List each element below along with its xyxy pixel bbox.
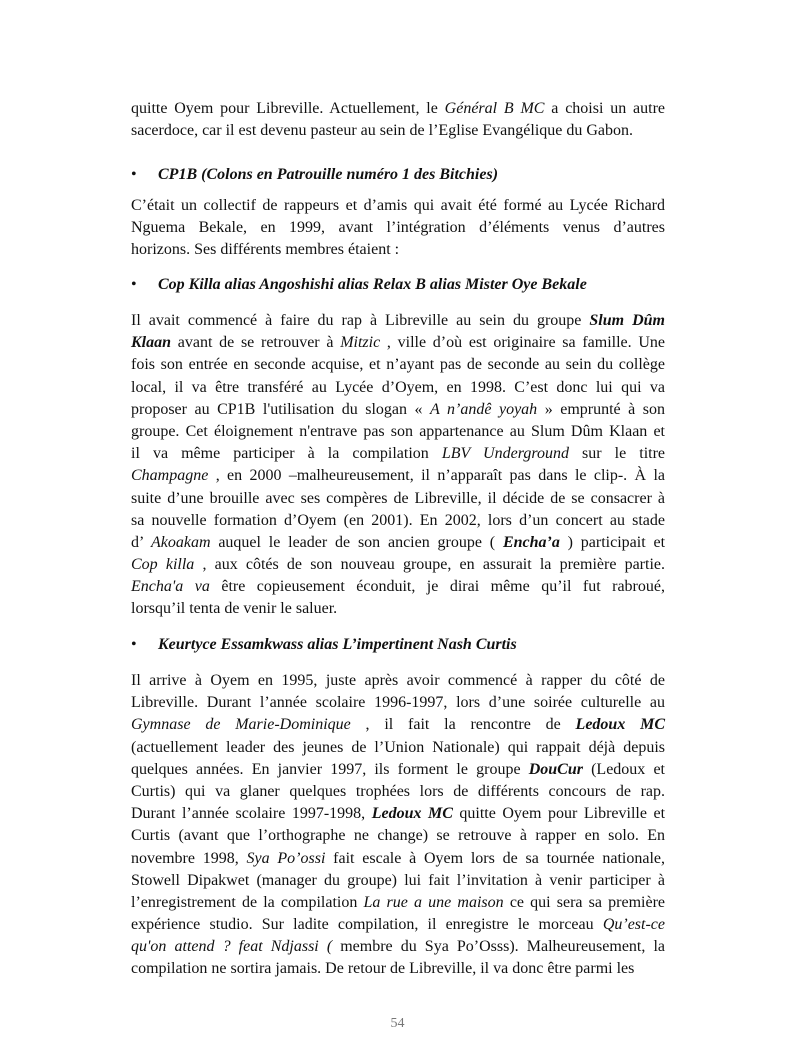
text-line bbox=[131, 554, 665, 576]
text-line bbox=[131, 892, 665, 914]
text-run: novembre 1998, bbox=[131, 849, 247, 867]
text-run: horizons. Ses différents membres étaient : bbox=[131, 241, 400, 259]
emphasized-text: Général B MC bbox=[444, 100, 545, 117]
bullet-icon: • bbox=[131, 636, 137, 653]
bullet-icon: • bbox=[131, 166, 137, 183]
text-line bbox=[131, 98, 665, 120]
emphasized-text: Gymnase de Marie-Dominique bbox=[131, 716, 351, 734]
text-line bbox=[131, 848, 665, 870]
text-run: Nguema Bekale, en 1999, avant l’intégration d’éléments venus d’autres bbox=[131, 219, 665, 237]
emphasized-text: Champagne bbox=[131, 467, 209, 485]
text-run: compilation ne sortira jamais. De retour de Libreville, il va donc être parmi les bbox=[131, 960, 635, 978]
emphasized-text: Encha’a bbox=[502, 533, 560, 551]
emphasized-text: DouCur bbox=[528, 760, 583, 778]
text-run: être copieusement éconduit, je dirai même qu’il fut rabroué, bbox=[209, 578, 665, 596]
text-run: l’enregistrement de la compilation bbox=[131, 893, 364, 911]
text-line bbox=[131, 714, 665, 736]
text-line bbox=[131, 488, 665, 510]
text-run: membre du Sya Po’Osss). Malheureusement, la bbox=[332, 938, 665, 956]
text-run: quitte Oyem pour Libreville et bbox=[452, 805, 666, 823]
text-run: , ville d’où est originaire sa famille. Une bbox=[380, 334, 666, 352]
text-line bbox=[131, 759, 665, 781]
text-run: Curtis (avant que l’orthographe ne change) se retrouve à rapper en solo. En bbox=[131, 827, 665, 845]
paragraph-intro bbox=[131, 98, 665, 142]
text-run: groupe. Cet éloignement n'entrave pas son appartenance au Slum Dûm Klaan et bbox=[131, 422, 665, 440]
emphasized-text: Qu’est-ce bbox=[602, 916, 665, 934]
text-line bbox=[131, 421, 665, 443]
bullet-heading-text: Keurtyce Essamkwass alias L’impertinent Nash Curtis bbox=[158, 636, 517, 653]
text-line bbox=[131, 332, 665, 354]
text-line bbox=[131, 377, 665, 399]
emphasized-text: A n’andê yoyah bbox=[430, 400, 538, 418]
text-run: fois son entrée en seconde acquise, et n’ayant pas de seconde au sein du collège bbox=[131, 356, 665, 374]
emphasized-text: Encha'a va bbox=[131, 578, 210, 596]
text-run: quitte Oyem pour Libreville. Actuellement, le bbox=[131, 100, 445, 117]
text-run: quelques années. En janvier 1997, ils forment le groupe bbox=[131, 760, 529, 778]
text-line bbox=[131, 532, 665, 554]
text-line bbox=[131, 825, 665, 847]
text-line bbox=[131, 465, 665, 487]
text-line bbox=[131, 443, 665, 465]
paragraph-keurtyce bbox=[131, 670, 665, 981]
emphasized-text: Cop killa bbox=[131, 556, 195, 574]
text-run: C’était un collectif de rappeurs et d’amis qui avait été formé au Lycée Richard bbox=[131, 197, 665, 214]
text-run: Durant l’année scolaire 1997-1998, bbox=[131, 805, 372, 823]
text-run: a choisi un autre bbox=[544, 100, 666, 117]
text-line bbox=[131, 803, 665, 825]
text-line bbox=[131, 692, 665, 714]
paragraph-cop-killa bbox=[131, 310, 665, 621]
text-line bbox=[131, 936, 665, 958]
paragraph-cp1b bbox=[131, 195, 665, 262]
text-line bbox=[131, 737, 665, 759]
text-run: local, il va être transféré au Lycée d’Oyem, en 1998. C’est donc lui qui va bbox=[131, 378, 665, 396]
page-number: 54 bbox=[390, 1016, 405, 1031]
emphasized-text: Slum Dûm bbox=[589, 312, 665, 329]
text-line bbox=[131, 217, 665, 239]
text-line bbox=[131, 870, 665, 892]
text-run: lorsqu’il tenta de venir le saluer. bbox=[131, 600, 338, 618]
text-run: proposer au CP1B l'utilisation du slogan « bbox=[131, 400, 431, 418]
text-line bbox=[131, 310, 665, 332]
text-run: auquel le leader de son ancien groupe ( bbox=[210, 533, 503, 551]
emphasized-text: Ledoux MC bbox=[371, 805, 453, 823]
text-run: (actuellement leader des jeunes de l’Union Nationale) qui rappait déjà depuis bbox=[131, 738, 665, 756]
text-run: avant de se retrouver à bbox=[171, 334, 341, 352]
emphasized-text: La rue a une maison bbox=[363, 893, 504, 911]
emphasized-text: Sya Po’ossi bbox=[246, 849, 326, 867]
text-line bbox=[131, 239, 665, 261]
text-line bbox=[131, 354, 665, 376]
bullet-icon: • bbox=[131, 276, 137, 293]
text-run: il va même participer à la compilation bbox=[131, 445, 442, 463]
text-line bbox=[131, 576, 665, 598]
text-run: expérience studio. Sur ladite compilation, il enregistre le morceau bbox=[131, 916, 603, 934]
emphasized-text: Ledoux MC bbox=[575, 716, 666, 734]
text-line bbox=[131, 781, 665, 803]
emphasized-text: Klaan bbox=[131, 334, 172, 352]
text-run: (Ledoux et bbox=[582, 760, 666, 778]
text-run: suite d’une brouille avec ses compères de Libreville, il décide de se consacrer à bbox=[131, 489, 665, 507]
text-run: fait escale à Oyem lors de sa tournée nationale, bbox=[325, 849, 665, 867]
text-run: Stowell Dipakwet (manager du groupe) lui fait l’invitation à venir participer à bbox=[131, 871, 665, 889]
text-run: sacerdoce, car il est devenu pasteur au sein de l’Eglise Evangélique du Gabon. bbox=[131, 122, 634, 140]
text-line bbox=[131, 399, 665, 421]
text-run: Il arrive à Oyem en 1995, juste après avoir commencé à rapper du côté de bbox=[131, 672, 665, 689]
text-run: , aux côtés de son nouveau groupe, en assurait la première partie. bbox=[194, 556, 666, 574]
emphasized-text: Akoakam bbox=[150, 533, 211, 551]
text-run: d’ bbox=[131, 533, 151, 551]
bullet-heading-text: CP1B (Colons en Patrouille numéro 1 des Bitchies) bbox=[158, 166, 499, 183]
text-line bbox=[131, 670, 665, 692]
text-run: » emprunté à son bbox=[537, 400, 665, 418]
text-run: sur le titre bbox=[568, 445, 666, 463]
text-run: sa nouvelle formation d’Oyem (en 2001). En 2002, lors d’un concert au stade bbox=[131, 511, 665, 529]
text-run: , en 2000 –malheureusement, il n’apparaît pas dans le clip-. À la bbox=[208, 467, 665, 485]
text-line bbox=[131, 195, 665, 217]
text-run: Libreville. Durant l’année scolaire 1996-1997, lors d’une soirée culturelle au bbox=[131, 694, 665, 712]
emphasized-text: Mitzic bbox=[340, 334, 381, 352]
text-run: , il fait la rencontre de bbox=[350, 716, 576, 734]
text-line bbox=[131, 914, 665, 936]
text-run: Il avait commencé à faire du rap à Libreville au sein du groupe bbox=[131, 312, 590, 329]
emphasized-text: LBV Underground bbox=[441, 445, 569, 463]
text-line bbox=[131, 120, 665, 142]
text-line bbox=[131, 958, 665, 980]
text-line bbox=[131, 510, 665, 532]
text-run: ) participait et bbox=[559, 533, 666, 551]
text-line bbox=[131, 598, 665, 620]
text-run: Curtis) qui va glaner quelques trophées lors de différents concours de rap. bbox=[131, 782, 665, 800]
bullet-heading-text: Cop Killa alias Angoshishi alias Relax B alias Mister Oye Bekale bbox=[158, 276, 587, 293]
text-run: ce qui sera sa première bbox=[503, 893, 665, 911]
emphasized-text: qu'on attend ? feat Ndjassi ( bbox=[131, 938, 333, 956]
